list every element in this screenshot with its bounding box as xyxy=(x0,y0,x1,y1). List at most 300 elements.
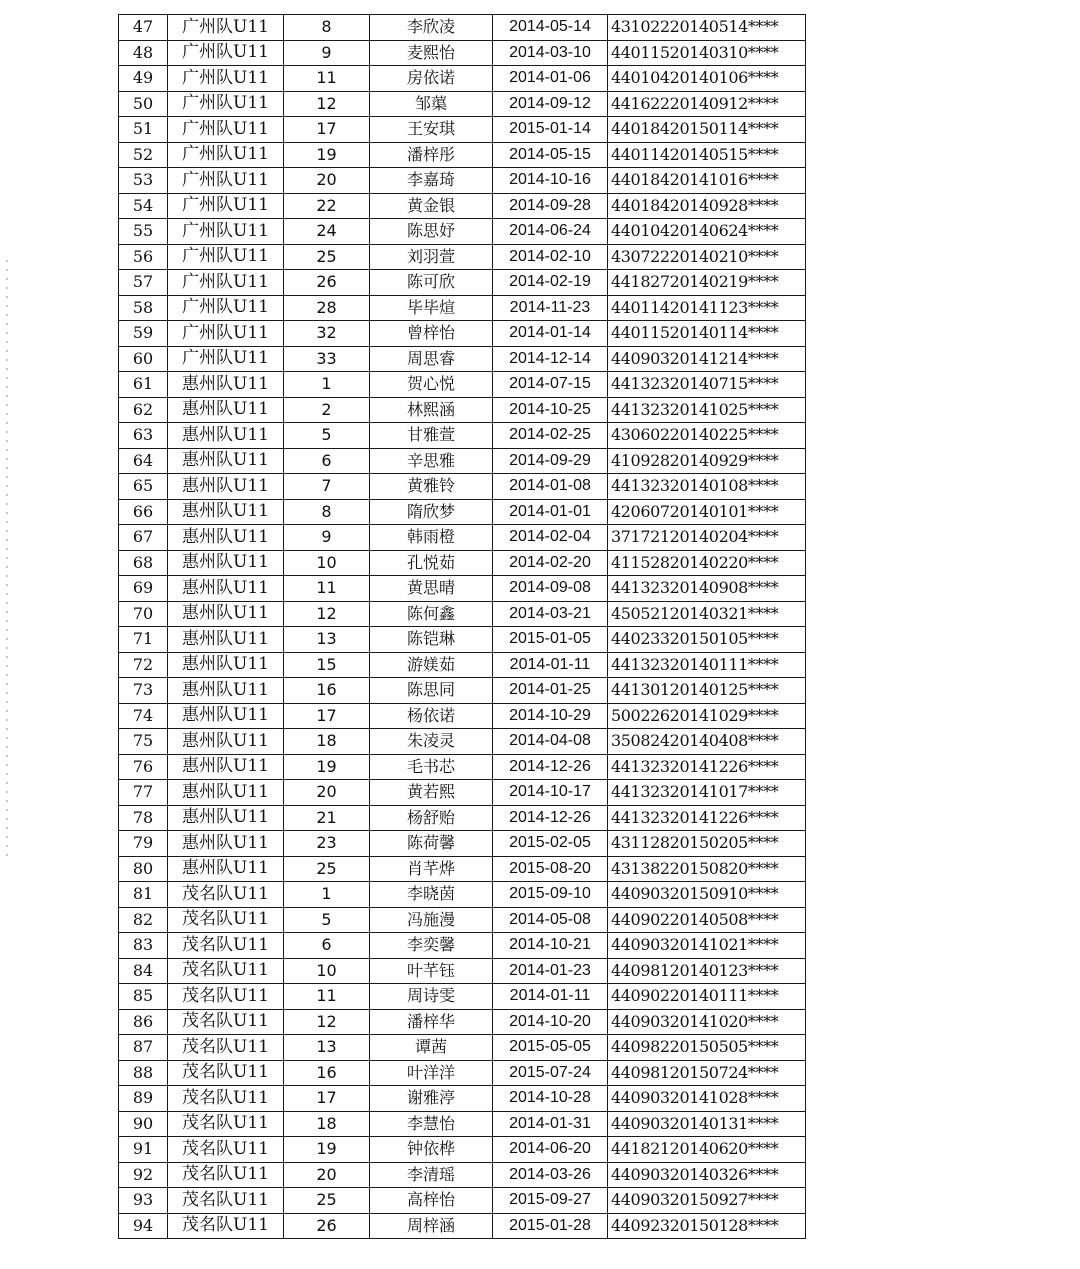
id-number-cell: 44090320141214**** xyxy=(608,346,806,372)
row-number-cell: 68 xyxy=(119,550,168,576)
team-cell: 茂名队U11 xyxy=(168,1188,284,1214)
birth-date-cell: 2014-01-06 xyxy=(493,66,608,92)
id-number-cell: 43138220150820**** xyxy=(608,856,806,882)
id-number-cell: 43112820150205**** xyxy=(608,831,806,857)
id-number-cell: 44098120140123**** xyxy=(608,958,806,984)
player-name-cell: 周思睿 xyxy=(370,346,493,372)
jersey-number-cell: 11 xyxy=(284,66,370,92)
jersey-number-cell: 17 xyxy=(284,117,370,143)
id-number-cell: 44011520140310**** xyxy=(608,40,806,66)
team-cell: 茂名队U11 xyxy=(168,1137,284,1163)
row-number-cell: 85 xyxy=(119,984,168,1010)
team-cell: 茂名队U11 xyxy=(168,933,284,959)
id-number-cell: 44092320150128**** xyxy=(608,1213,806,1239)
jersey-number-cell: 7 xyxy=(284,474,370,500)
player-name-cell: 黄金银 xyxy=(370,193,493,219)
team-cell: 惠州队U11 xyxy=(168,423,284,449)
table-row xyxy=(119,295,806,321)
row-number-cell: 60 xyxy=(119,346,168,372)
jersey-number-cell: 10 xyxy=(284,958,370,984)
jersey-number-cell: 8 xyxy=(284,15,370,41)
id-number-cell: 43102220140514**** xyxy=(608,15,806,41)
row-number-cell: 71 xyxy=(119,627,168,653)
table-row xyxy=(119,678,806,704)
table-row xyxy=(119,1111,806,1137)
jersey-number-cell: 24 xyxy=(284,219,370,245)
team-cell: 惠州队U11 xyxy=(168,499,284,525)
table-row xyxy=(119,601,806,627)
table-row xyxy=(119,703,806,729)
jersey-number-cell: 8 xyxy=(284,499,370,525)
team-cell: 惠州队U11 xyxy=(168,856,284,882)
table-row xyxy=(119,1060,806,1086)
id-number-cell: 44023320150105**** xyxy=(608,627,806,653)
row-number-cell: 82 xyxy=(119,907,168,933)
team-cell: 茂名队U11 xyxy=(168,1009,284,1035)
player-name-cell: 游媄茹 xyxy=(370,652,493,678)
id-number-cell: 35082420140408**** xyxy=(608,729,806,755)
team-cell: 广州队U11 xyxy=(168,270,284,296)
row-number-cell: 59 xyxy=(119,321,168,347)
player-name-cell: 王安琪 xyxy=(370,117,493,143)
birth-date-cell: 2015-02-05 xyxy=(493,831,608,857)
jersey-number-cell: 16 xyxy=(284,1060,370,1086)
table-row xyxy=(119,754,806,780)
team-cell: 广州队U11 xyxy=(168,15,284,41)
team-cell: 茂名队U11 xyxy=(168,1086,284,1112)
team-cell: 广州队U11 xyxy=(168,117,284,143)
birth-date-cell: 2014-01-25 xyxy=(493,678,608,704)
id-number-cell: 44090220140508**** xyxy=(608,907,806,933)
row-number-cell: 58 xyxy=(119,295,168,321)
table-row xyxy=(119,1213,806,1239)
table-row xyxy=(119,984,806,1010)
id-number-cell: 43060220140225**** xyxy=(608,423,806,449)
id-number-cell: 44090320141020**** xyxy=(608,1009,806,1035)
jersey-number-cell: 1 xyxy=(284,372,370,398)
id-number-cell: 44132320141226**** xyxy=(608,754,806,780)
row-number-cell: 91 xyxy=(119,1137,168,1163)
team-cell: 广州队U11 xyxy=(168,142,284,168)
jersey-number-cell: 18 xyxy=(284,1111,370,1137)
team-cell: 惠州队U11 xyxy=(168,550,284,576)
birth-date-cell: 2015-09-10 xyxy=(493,882,608,908)
table-row xyxy=(119,219,806,245)
id-number-cell: 50022620141029**** xyxy=(608,703,806,729)
team-cell: 茂名队U11 xyxy=(168,1060,284,1086)
row-number-cell: 75 xyxy=(119,729,168,755)
team-cell: 广州队U11 xyxy=(168,321,284,347)
id-number-cell: 44011420140515**** xyxy=(608,142,806,168)
player-name-cell: 冯施漫 xyxy=(370,907,493,933)
player-name-cell: 黄雅铃 xyxy=(370,474,493,500)
player-name-cell: 李晓茵 xyxy=(370,882,493,908)
birth-date-cell: 2014-01-14 xyxy=(493,321,608,347)
birth-date-cell: 2014-12-14 xyxy=(493,346,608,372)
table-row xyxy=(119,1188,806,1214)
jersey-number-cell: 5 xyxy=(284,423,370,449)
id-number-cell: 44132320141017**** xyxy=(608,780,806,806)
team-cell: 广州队U11 xyxy=(168,346,284,372)
player-name-cell: 周梓涵 xyxy=(370,1213,493,1239)
birth-date-cell: 2014-05-15 xyxy=(493,142,608,168)
birth-date-cell: 2014-09-12 xyxy=(493,91,608,117)
jersey-number-cell: 32 xyxy=(284,321,370,347)
player-name-cell: 李欣凌 xyxy=(370,15,493,41)
team-cell: 惠州队U11 xyxy=(168,678,284,704)
jersey-number-cell: 16 xyxy=(284,678,370,704)
row-number-cell: 47 xyxy=(119,15,168,41)
jersey-number-cell: 21 xyxy=(284,805,370,831)
row-number-cell: 79 xyxy=(119,831,168,857)
id-number-cell: 44011520140114**** xyxy=(608,321,806,347)
jersey-number-cell: 6 xyxy=(284,448,370,474)
jersey-number-cell: 20 xyxy=(284,1162,370,1188)
birth-date-cell: 2014-10-28 xyxy=(493,1086,608,1112)
birth-date-cell: 2014-01-08 xyxy=(493,474,608,500)
jersey-number-cell: 10 xyxy=(284,550,370,576)
birth-date-cell: 2014-03-21 xyxy=(493,601,608,627)
id-number-cell: 44090320140326**** xyxy=(608,1162,806,1188)
table-row xyxy=(119,627,806,653)
player-name-cell: 李清瑶 xyxy=(370,1162,493,1188)
table-row xyxy=(119,550,806,576)
id-number-cell: 44090320141021**** xyxy=(608,933,806,959)
jersey-number-cell: 13 xyxy=(284,627,370,653)
jersey-number-cell: 19 xyxy=(284,1137,370,1163)
row-number-cell: 66 xyxy=(119,499,168,525)
team-cell: 广州队U11 xyxy=(168,66,284,92)
birth-date-cell: 2014-03-26 xyxy=(493,1162,608,1188)
birth-date-cell: 2014-12-26 xyxy=(493,754,608,780)
team-cell: 惠州队U11 xyxy=(168,372,284,398)
player-name-cell: 曾梓怡 xyxy=(370,321,493,347)
row-number-cell: 90 xyxy=(119,1111,168,1137)
jersey-number-cell: 15 xyxy=(284,652,370,678)
birth-date-cell: 2014-09-28 xyxy=(493,193,608,219)
team-cell: 惠州队U11 xyxy=(168,525,284,551)
team-cell: 惠州队U11 xyxy=(168,627,284,653)
birth-date-cell: 2014-01-23 xyxy=(493,958,608,984)
birth-date-cell: 2014-06-24 xyxy=(493,219,608,245)
table-row xyxy=(119,244,806,270)
table-row xyxy=(119,142,806,168)
player-name-cell: 毛书芯 xyxy=(370,754,493,780)
birth-date-cell: 2015-01-28 xyxy=(493,1213,608,1239)
id-number-cell: 44090320150927**** xyxy=(608,1188,806,1214)
player-name-cell: 谭茜 xyxy=(370,1035,493,1061)
player-name-cell: 潘梓华 xyxy=(370,1009,493,1035)
scan-margin-dots xyxy=(6,260,8,860)
player-roster-table xyxy=(118,14,806,1239)
birth-date-cell: 2014-10-17 xyxy=(493,780,608,806)
player-name-cell: 陈思妤 xyxy=(370,219,493,245)
row-number-cell: 51 xyxy=(119,117,168,143)
table-row xyxy=(119,448,806,474)
birth-date-cell: 2014-10-25 xyxy=(493,397,608,423)
table-row xyxy=(119,933,806,959)
jersey-number-cell: 9 xyxy=(284,40,370,66)
table-row xyxy=(119,780,806,806)
id-number-cell: 44182720140219**** xyxy=(608,270,806,296)
team-cell: 茂名队U11 xyxy=(168,1162,284,1188)
player-name-cell: 隋欣梦 xyxy=(370,499,493,525)
jersey-number-cell: 22 xyxy=(284,193,370,219)
player-name-cell: 陈荷馨 xyxy=(370,831,493,857)
player-name-cell: 潘梓彤 xyxy=(370,142,493,168)
jersey-number-cell: 26 xyxy=(284,1213,370,1239)
table-row xyxy=(119,652,806,678)
birth-date-cell: 2015-05-05 xyxy=(493,1035,608,1061)
table-row xyxy=(119,1035,806,1061)
player-name-cell: 贺心悦 xyxy=(370,372,493,398)
team-cell: 广州队U11 xyxy=(168,168,284,194)
table-row xyxy=(119,1162,806,1188)
jersey-number-cell: 11 xyxy=(284,984,370,1010)
id-number-cell: 44132320141025**** xyxy=(608,397,806,423)
player-name-cell: 陈铠琳 xyxy=(370,627,493,653)
birth-date-cell: 2014-01-11 xyxy=(493,652,608,678)
player-name-cell: 房依诺 xyxy=(370,66,493,92)
player-name-cell: 周诗雯 xyxy=(370,984,493,1010)
team-cell: 惠州队U11 xyxy=(168,601,284,627)
team-cell: 茂名队U11 xyxy=(168,882,284,908)
row-number-cell: 72 xyxy=(119,652,168,678)
row-number-cell: 86 xyxy=(119,1009,168,1035)
table-row xyxy=(119,474,806,500)
table-row xyxy=(119,15,806,41)
birth-date-cell: 2014-01-31 xyxy=(493,1111,608,1137)
player-name-cell: 辛思雅 xyxy=(370,448,493,474)
birth-date-cell: 2014-11-23 xyxy=(493,295,608,321)
birth-date-cell: 2015-01-05 xyxy=(493,627,608,653)
roster-body xyxy=(119,15,806,1239)
row-number-cell: 93 xyxy=(119,1188,168,1214)
team-cell: 茂名队U11 xyxy=(168,958,284,984)
jersey-number-cell: 19 xyxy=(284,142,370,168)
table-row xyxy=(119,907,806,933)
player-name-cell: 甘雅萱 xyxy=(370,423,493,449)
row-number-cell: 61 xyxy=(119,372,168,398)
player-name-cell: 麦熙怡 xyxy=(370,40,493,66)
team-cell: 惠州队U11 xyxy=(168,448,284,474)
row-number-cell: 53 xyxy=(119,168,168,194)
team-cell: 惠州队U11 xyxy=(168,703,284,729)
birth-date-cell: 2014-09-08 xyxy=(493,576,608,602)
row-number-cell: 73 xyxy=(119,678,168,704)
table-row xyxy=(119,525,806,551)
id-number-cell: 44098120150724**** xyxy=(608,1060,806,1086)
table-row xyxy=(119,346,806,372)
player-name-cell: 叶芊钰 xyxy=(370,958,493,984)
row-number-cell: 65 xyxy=(119,474,168,500)
birth-date-cell: 2014-10-16 xyxy=(493,168,608,194)
team-cell: 惠州队U11 xyxy=(168,780,284,806)
birth-date-cell: 2015-01-14 xyxy=(493,117,608,143)
table-row xyxy=(119,372,806,398)
team-cell: 广州队U11 xyxy=(168,219,284,245)
player-name-cell: 陈思同 xyxy=(370,678,493,704)
id-number-cell: 44132320140111**** xyxy=(608,652,806,678)
id-number-cell: 37172120140204**** xyxy=(608,525,806,551)
jersey-number-cell: 12 xyxy=(284,91,370,117)
jersey-number-cell: 6 xyxy=(284,933,370,959)
table-row xyxy=(119,321,806,347)
table-row xyxy=(119,193,806,219)
player-name-cell: 韩雨橙 xyxy=(370,525,493,551)
id-number-cell: 44010420140624**** xyxy=(608,219,806,245)
id-number-cell: 44132320140715**** xyxy=(608,372,806,398)
id-number-cell: 44132320140108**** xyxy=(608,474,806,500)
player-name-cell: 谢雅渟 xyxy=(370,1086,493,1112)
player-name-cell: 杨舒贻 xyxy=(370,805,493,831)
player-name-cell: 林熙涵 xyxy=(370,397,493,423)
id-number-cell: 41152820140220**** xyxy=(608,550,806,576)
jersey-number-cell: 18 xyxy=(284,729,370,755)
row-number-cell: 50 xyxy=(119,91,168,117)
team-cell: 茂名队U11 xyxy=(168,1111,284,1137)
id-number-cell: 44018420141016**** xyxy=(608,168,806,194)
row-number-cell: 57 xyxy=(119,270,168,296)
table-row xyxy=(119,729,806,755)
player-name-cell: 黄若熙 xyxy=(370,780,493,806)
jersey-number-cell: 28 xyxy=(284,295,370,321)
row-number-cell: 77 xyxy=(119,780,168,806)
birth-date-cell: 2015-09-27 xyxy=(493,1188,608,1214)
birth-date-cell: 2014-02-10 xyxy=(493,244,608,270)
jersey-number-cell: 20 xyxy=(284,780,370,806)
birth-date-cell: 2014-02-20 xyxy=(493,550,608,576)
row-number-cell: 56 xyxy=(119,244,168,270)
player-name-cell: 钟依桦 xyxy=(370,1137,493,1163)
birth-date-cell: 2014-10-21 xyxy=(493,933,608,959)
row-number-cell: 78 xyxy=(119,805,168,831)
birth-date-cell: 2014-02-04 xyxy=(493,525,608,551)
table-row xyxy=(119,423,806,449)
table-row xyxy=(119,1137,806,1163)
row-number-cell: 92 xyxy=(119,1162,168,1188)
birth-date-cell: 2014-04-08 xyxy=(493,729,608,755)
id-number-cell: 44162220140912**** xyxy=(608,91,806,117)
player-name-cell: 陈可欣 xyxy=(370,270,493,296)
jersey-number-cell: 33 xyxy=(284,346,370,372)
player-name-cell: 高梓怡 xyxy=(370,1188,493,1214)
team-cell: 广州队U11 xyxy=(168,193,284,219)
table-row xyxy=(119,882,806,908)
team-cell: 惠州队U11 xyxy=(168,474,284,500)
player-name-cell: 毕毕煊 xyxy=(370,295,493,321)
player-name-cell: 李奕馨 xyxy=(370,933,493,959)
jersey-number-cell: 25 xyxy=(284,1188,370,1214)
id-number-cell: 44132320140908**** xyxy=(608,576,806,602)
jersey-number-cell: 5 xyxy=(284,907,370,933)
id-number-cell: 44132320141226**** xyxy=(608,805,806,831)
id-number-cell: 44090320141028**** xyxy=(608,1086,806,1112)
player-name-cell: 叶洋洋 xyxy=(370,1060,493,1086)
team-cell: 广州队U11 xyxy=(168,40,284,66)
team-cell: 茂名队U11 xyxy=(168,1035,284,1061)
jersey-number-cell: 17 xyxy=(284,703,370,729)
jersey-number-cell: 9 xyxy=(284,525,370,551)
id-number-cell: 44010420140106**** xyxy=(608,66,806,92)
team-cell: 茂名队U11 xyxy=(168,984,284,1010)
birth-date-cell: 2014-09-29 xyxy=(493,448,608,474)
id-number-cell: 43072220140210**** xyxy=(608,244,806,270)
jersey-number-cell: 19 xyxy=(284,754,370,780)
player-name-cell: 肖芊烨 xyxy=(370,856,493,882)
id-number-cell: 44090320150910**** xyxy=(608,882,806,908)
birth-date-cell: 2014-06-20 xyxy=(493,1137,608,1163)
id-number-cell: 44090320140131**** xyxy=(608,1111,806,1137)
id-number-cell: 44130120140125**** xyxy=(608,678,806,704)
jersey-number-cell: 25 xyxy=(284,244,370,270)
row-number-cell: 94 xyxy=(119,1213,168,1239)
birth-date-cell: 2014-05-14 xyxy=(493,15,608,41)
team-cell: 惠州队U11 xyxy=(168,831,284,857)
id-number-cell: 41092820140929**** xyxy=(608,448,806,474)
player-name-cell: 刘羽萱 xyxy=(370,244,493,270)
player-name-cell: 李嘉琦 xyxy=(370,168,493,194)
jersey-number-cell: 11 xyxy=(284,576,370,602)
team-cell: 惠州队U11 xyxy=(168,754,284,780)
row-number-cell: 64 xyxy=(119,448,168,474)
jersey-number-cell: 17 xyxy=(284,1086,370,1112)
row-number-cell: 76 xyxy=(119,754,168,780)
team-cell: 广州队U11 xyxy=(168,295,284,321)
team-cell: 广州队U11 xyxy=(168,244,284,270)
table-row xyxy=(119,958,806,984)
row-number-cell: 52 xyxy=(119,142,168,168)
team-cell: 惠州队U11 xyxy=(168,397,284,423)
row-number-cell: 80 xyxy=(119,856,168,882)
row-number-cell: 62 xyxy=(119,397,168,423)
table-row xyxy=(119,397,806,423)
table-row xyxy=(119,91,806,117)
jersey-number-cell: 20 xyxy=(284,168,370,194)
player-name-cell: 孔悦茹 xyxy=(370,550,493,576)
id-number-cell: 44018420150114**** xyxy=(608,117,806,143)
row-number-cell: 84 xyxy=(119,958,168,984)
player-name-cell: 朱凌灵 xyxy=(370,729,493,755)
id-number-cell: 45052120140321**** xyxy=(608,601,806,627)
jersey-number-cell: 26 xyxy=(284,270,370,296)
team-cell: 惠州队U11 xyxy=(168,805,284,831)
row-number-cell: 54 xyxy=(119,193,168,219)
row-number-cell: 88 xyxy=(119,1060,168,1086)
row-number-cell: 89 xyxy=(119,1086,168,1112)
table-row xyxy=(119,499,806,525)
row-number-cell: 69 xyxy=(119,576,168,602)
birth-date-cell: 2014-10-29 xyxy=(493,703,608,729)
birth-date-cell: 2014-07-15 xyxy=(493,372,608,398)
id-number-cell: 44018420140928**** xyxy=(608,193,806,219)
table-row xyxy=(119,66,806,92)
table-row xyxy=(119,805,806,831)
id-number-cell: 42060720140101**** xyxy=(608,499,806,525)
birth-date-cell: 2014-01-11 xyxy=(493,984,608,1010)
team-cell: 惠州队U11 xyxy=(168,652,284,678)
table-row xyxy=(119,831,806,857)
player-name-cell: 陈何鑫 xyxy=(370,601,493,627)
table-row xyxy=(119,40,806,66)
jersey-number-cell: 1 xyxy=(284,882,370,908)
row-number-cell: 55 xyxy=(119,219,168,245)
id-number-cell: 44011420141123**** xyxy=(608,295,806,321)
player-name-cell: 邹蕖 xyxy=(370,91,493,117)
jersey-number-cell: 23 xyxy=(284,831,370,857)
table-row xyxy=(119,576,806,602)
birth-date-cell: 2014-02-19 xyxy=(493,270,608,296)
